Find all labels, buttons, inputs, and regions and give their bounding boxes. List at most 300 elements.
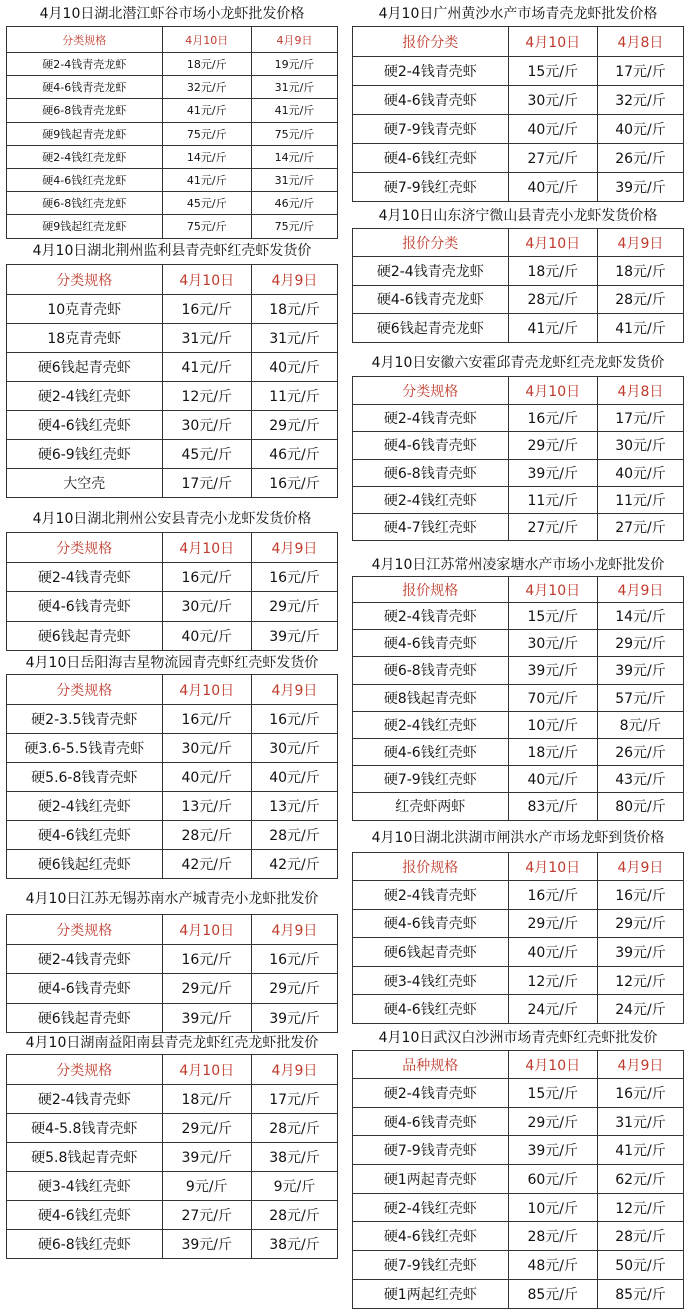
spec-cell: 10克青壳虾 — [7, 295, 163, 324]
price-cell: 41元/斤 — [508, 314, 597, 343]
price-cell: 14元/斤 — [597, 603, 683, 630]
table-row — [353, 1251, 684, 1280]
spec-cell: 硬3-4钱红壳虾 — [7, 1172, 163, 1201]
price-cell: 38元/斤 — [251, 1230, 337, 1259]
table-row — [353, 657, 684, 684]
table-title: 4月10日安徽六安霍邱青壳龙虾红壳龙虾发货价 — [371, 355, 665, 371]
table-row — [7, 945, 338, 974]
table-row — [353, 630, 684, 657]
price-cell: 30元/斤 — [597, 432, 683, 459]
table-title: 4月10日湖北荆州公安县青壳小龙虾发货价格 — [32, 511, 312, 527]
spec-cell: 硬2-4钱青壳虾 — [353, 603, 509, 630]
spec-cell: 硬6-8钱红壳龙虾 — [7, 192, 163, 215]
table-header-row — [353, 577, 684, 603]
column-header: 分类规格 — [7, 27, 163, 53]
table-header-row — [7, 533, 338, 563]
price-cell: 31元/斤 — [251, 324, 337, 353]
spec-cell: 硬4-6钱红壳虾 — [353, 1222, 509, 1251]
spec-cell: 硬4-6钱青壳虾 — [353, 630, 509, 657]
table-row — [7, 1085, 338, 1114]
price-cell: 75元/斤 — [162, 215, 251, 238]
table-row — [353, 514, 684, 541]
table-row — [7, 192, 338, 215]
price-cell: 18元/斤 — [597, 257, 683, 286]
price-cell: 26元/斤 — [597, 738, 683, 765]
table-title: 4月10日山东济宁微山县青壳小龙虾发货价格 — [378, 208, 658, 224]
price-cell: 40元/斤 — [251, 763, 337, 792]
price-cell: 30元/斤 — [162, 592, 251, 621]
table-row — [353, 603, 684, 630]
price-cell: 11元/斤 — [597, 486, 683, 513]
table-row — [7, 1172, 338, 1201]
price-cell: 29元/斤 — [162, 1114, 251, 1143]
table-row — [353, 1279, 684, 1308]
price-cell: 40元/斤 — [508, 115, 597, 144]
spec-cell: 硬6-8钱青壳虾 — [353, 459, 509, 486]
price-cell: 8元/斤 — [597, 711, 683, 738]
price-cell: 17元/斤 — [597, 57, 683, 86]
spec-cell: 硬4-6钱青壳虾 — [353, 86, 509, 115]
price-cell: 39元/斤 — [508, 1136, 597, 1165]
table-title: 4月10日湖北潜江虾谷市场小龙虾批发价格 — [39, 6, 305, 22]
price-cell: 29元/斤 — [597, 909, 683, 938]
spec-cell: 硬1两起青壳虾 — [353, 1165, 509, 1194]
column-header: 4月9日 — [597, 1051, 683, 1079]
price-table — [352, 228, 684, 343]
table-header-row — [7, 915, 338, 945]
spec-cell: 硬7-9钱青壳虾 — [353, 1136, 509, 1165]
column-header: 4月10日 — [162, 675, 251, 705]
price-cell: 9元/斤 — [162, 1172, 251, 1201]
table-row — [7, 592, 338, 621]
column-header: 4月9日 — [251, 915, 337, 945]
spec-cell: 硬4-6钱红壳虾 — [353, 738, 509, 765]
column-header: 4月10日 — [508, 377, 597, 405]
spec-cell: 硬6钱起青壳虾 — [7, 1003, 163, 1032]
column-header: 分类规格 — [7, 915, 163, 945]
table-row — [7, 440, 338, 469]
table-row — [7, 99, 338, 122]
price-cell: 29元/斤 — [251, 974, 337, 1003]
price-cell: 32元/斤 — [162, 76, 251, 99]
spec-cell: 硬6钱起青壳虾 — [353, 938, 509, 967]
price-table — [6, 532, 338, 651]
price-cell: 9元/斤 — [251, 1172, 337, 1201]
price-cell: 29元/斤 — [162, 974, 251, 1003]
spec-cell: 硬2-4钱红壳龙虾 — [7, 145, 163, 168]
price-cell: 16元/斤 — [508, 881, 597, 910]
price-cell: 17元/斤 — [597, 405, 683, 432]
spec-cell: 硬6-8钱青壳龙虾 — [7, 99, 163, 122]
table-row — [353, 766, 684, 793]
column-header: 报价规格 — [353, 853, 509, 881]
price-table — [6, 1054, 338, 1259]
spec-cell: 硬6钱起青壳虾 — [7, 353, 163, 382]
table-row — [7, 122, 338, 145]
table-row — [353, 1222, 684, 1251]
spec-cell: 硬6钱起红壳虾 — [7, 850, 163, 879]
table-row — [7, 76, 338, 99]
price-cell: 12元/斤 — [597, 1193, 683, 1222]
price-cell: 29元/斤 — [251, 411, 337, 440]
table-row — [353, 1107, 684, 1136]
price-cell: 29元/斤 — [508, 909, 597, 938]
column-header: 4月10日 — [162, 533, 251, 563]
price-cell: 16元/斤 — [597, 881, 683, 910]
price-cell: 31元/斤 — [251, 168, 337, 191]
price-cell: 75元/斤 — [162, 122, 251, 145]
spec-cell: 硬5.6-8钱青壳虾 — [7, 763, 163, 792]
price-cell: 40元/斤 — [508, 766, 597, 793]
table-row — [353, 966, 684, 995]
price-cell: 41元/斤 — [597, 1136, 683, 1165]
price-cell: 16元/斤 — [162, 295, 251, 324]
price-table — [6, 264, 338, 498]
price-cell: 24元/斤 — [597, 995, 683, 1024]
spec-cell: 硬6-9钱红壳虾 — [7, 440, 163, 469]
price-cell: 41元/斤 — [597, 314, 683, 343]
column-header: 4月9日 — [251, 675, 337, 705]
price-cell: 40元/斤 — [251, 353, 337, 382]
price-cell: 31元/斤 — [251, 76, 337, 99]
price-cell: 40元/斤 — [162, 621, 251, 650]
table-row — [7, 353, 338, 382]
price-cell: 30元/斤 — [508, 630, 597, 657]
table-row — [7, 734, 338, 763]
price-table — [6, 26, 338, 239]
price-cell: 39元/斤 — [162, 1143, 251, 1172]
price-cell: 29元/斤 — [508, 1107, 597, 1136]
column-header: 分类规格 — [7, 265, 163, 295]
price-cell: 27元/斤 — [597, 514, 683, 541]
spec-cell: 硬4-6钱青壳虾 — [353, 1107, 509, 1136]
table-row — [353, 173, 684, 202]
price-cell: 30元/斤 — [251, 734, 337, 763]
table-row — [353, 1165, 684, 1194]
price-cell: 16元/斤 — [251, 563, 337, 592]
spec-cell: 硬2-4钱青壳虾 — [353, 1079, 509, 1108]
spec-cell: 硬4-6钱红壳虾 — [353, 995, 509, 1024]
spec-cell: 硬4-6钱青壳虾 — [7, 974, 163, 1003]
price-cell: 80元/斤 — [597, 793, 683, 820]
price-cell: 48元/斤 — [508, 1251, 597, 1280]
price-cell: 14元/斤 — [162, 145, 251, 168]
table-row — [7, 621, 338, 650]
price-cell: 28元/斤 — [251, 821, 337, 850]
column-header: 报价分类 — [353, 27, 509, 57]
spec-cell: 硬4-6钱红壳虾 — [7, 1201, 163, 1230]
price-cell: 27元/斤 — [508, 514, 597, 541]
price-cell: 28元/斤 — [597, 1222, 683, 1251]
table-row — [7, 215, 338, 238]
table-row — [353, 257, 684, 286]
table-row — [353, 459, 684, 486]
price-cell: 43元/斤 — [597, 766, 683, 793]
price-cell: 18元/斤 — [251, 295, 337, 324]
price-cell: 30元/斤 — [162, 734, 251, 763]
spec-cell: 硬2-4钱青壳虾 — [353, 881, 509, 910]
spec-cell: 硬7-9钱红壳虾 — [353, 766, 509, 793]
price-cell: 11元/斤 — [251, 382, 337, 411]
spec-cell: 硬4-7钱红壳虾 — [353, 514, 509, 541]
price-cell: 38元/斤 — [251, 1143, 337, 1172]
price-cell: 39元/斤 — [162, 1230, 251, 1259]
price-cell: 31元/斤 — [162, 324, 251, 353]
table-row — [353, 405, 684, 432]
price-cell: 57元/斤 — [597, 684, 683, 711]
price-cell: 45元/斤 — [162, 192, 251, 215]
column-header: 4月9日 — [597, 229, 683, 257]
column-header: 4月9日 — [251, 1055, 337, 1085]
spec-cell: 硬2-4钱青壳龙虾 — [7, 53, 163, 76]
price-cell: 29元/斤 — [251, 592, 337, 621]
spec-cell: 硬3-4钱红壳虾 — [353, 966, 509, 995]
price-cell: 16元/斤 — [508, 405, 597, 432]
table-row — [353, 57, 684, 86]
table-row — [7, 974, 338, 1003]
table-header-row — [353, 1051, 684, 1079]
spec-cell: 硬2-4钱青壳虾 — [7, 1085, 163, 1114]
price-cell: 30元/斤 — [162, 411, 251, 440]
column-header: 分类规格 — [353, 377, 509, 405]
table-header-row — [353, 27, 684, 57]
column-header: 4月8日 — [597, 377, 683, 405]
price-cell: 27元/斤 — [508, 144, 597, 173]
table-row — [353, 1136, 684, 1165]
price-table — [6, 674, 338, 879]
price-cell: 16元/斤 — [162, 563, 251, 592]
table-row — [7, 295, 338, 324]
table-row — [353, 909, 684, 938]
price-cell: 17元/斤 — [251, 1085, 337, 1114]
column-header: 4月8日 — [597, 27, 683, 57]
table-header-row — [353, 229, 684, 257]
table-row — [7, 53, 338, 76]
price-cell: 15元/斤 — [508, 57, 597, 86]
table-title: 4月10日湖北荆州监利县青壳虾红壳虾发货价 — [32, 243, 312, 259]
spec-cell: 硬1两起红壳虾 — [353, 1279, 509, 1308]
column-header: 4月9日 — [251, 533, 337, 563]
table-title: 4月10日江苏无锡苏南水产城青壳小龙虾批发价 — [25, 891, 319, 907]
table-row — [353, 314, 684, 343]
table-row — [7, 1114, 338, 1143]
price-cell: 39元/斤 — [597, 657, 683, 684]
price-cell: 41元/斤 — [162, 353, 251, 382]
table-row — [7, 1003, 338, 1032]
spec-cell: 硬2-4钱红壳虾 — [353, 486, 509, 513]
table-row — [353, 738, 684, 765]
price-cell: 17元/斤 — [162, 469, 251, 498]
spec-cell: 硬6-8钱红壳虾 — [7, 1230, 163, 1259]
table-row — [7, 850, 338, 879]
table-row — [353, 938, 684, 967]
spec-cell: 硬6-8钱青壳虾 — [353, 657, 509, 684]
spec-cell: 硬9钱起青壳龙虾 — [7, 122, 163, 145]
price-cell: 41元/斤 — [251, 99, 337, 122]
price-cell: 16元/斤 — [162, 945, 251, 974]
price-cell: 39元/斤 — [162, 1003, 251, 1032]
price-cell: 39元/斤 — [251, 621, 337, 650]
price-cell: 14元/斤 — [251, 145, 337, 168]
column-header: 报价规格 — [353, 577, 509, 603]
spec-cell: 硬4-6钱红壳虾 — [353, 144, 509, 173]
table-title: 4月10日湖北洪湖市闸洪水产市场龙虾到货价格 — [371, 830, 665, 846]
spec-cell: 硬5.8钱起青壳虾 — [7, 1143, 163, 1172]
table-row — [353, 285, 684, 314]
price-table — [352, 576, 684, 821]
spec-cell: 硬7-9钱青壳虾 — [353, 115, 509, 144]
price-cell: 12元/斤 — [597, 966, 683, 995]
price-cell: 42元/斤 — [162, 850, 251, 879]
price-cell: 16元/斤 — [162, 705, 251, 734]
price-cell: 32元/斤 — [597, 86, 683, 115]
spec-cell: 硬2-4钱青壳龙虾 — [353, 257, 509, 286]
price-cell: 60元/斤 — [508, 1165, 597, 1194]
price-cell: 12元/斤 — [162, 382, 251, 411]
price-cell: 18元/斤 — [508, 738, 597, 765]
spec-cell: 硬4-6钱青壳虾 — [7, 592, 163, 621]
price-cell: 83元/斤 — [508, 793, 597, 820]
spec-cell: 硬8钱起青壳虾 — [353, 684, 509, 711]
price-cell: 13元/斤 — [162, 792, 251, 821]
price-cell: 62元/斤 — [597, 1165, 683, 1194]
table-row — [353, 711, 684, 738]
spec-cell: 硬2-4钱红壳虾 — [353, 1193, 509, 1222]
price-cell: 10元/斤 — [508, 1193, 597, 1222]
spec-cell: 硬6钱起青壳龙虾 — [353, 314, 509, 343]
price-cell: 75元/斤 — [251, 215, 337, 238]
column-header: 4月10日 — [508, 577, 597, 603]
table-row — [353, 881, 684, 910]
spec-cell: 红壳虾两虾 — [353, 793, 509, 820]
price-cell: 19元/斤 — [251, 53, 337, 76]
table-row — [353, 486, 684, 513]
table-title: 4月10日江苏常州凌家塘水产市场小龙虾批发价 — [371, 557, 665, 573]
spec-cell: 硬4-6钱青壳虾 — [353, 909, 509, 938]
table-row — [7, 705, 338, 734]
price-cell: 46元/斤 — [251, 440, 337, 469]
column-header: 4月10日 — [162, 265, 251, 295]
spec-cell: 硬4-6钱红壳虾 — [7, 411, 163, 440]
table-row — [353, 115, 684, 144]
price-cell: 50元/斤 — [597, 1251, 683, 1280]
price-cell: 41元/斤 — [162, 99, 251, 122]
spec-cell: 大空壳 — [7, 469, 163, 498]
price-cell: 16元/斤 — [251, 705, 337, 734]
table-row — [353, 995, 684, 1024]
price-cell: 28元/斤 — [251, 1114, 337, 1143]
price-cell: 27元/斤 — [162, 1201, 251, 1230]
price-cell: 40元/斤 — [597, 115, 683, 144]
table-row — [7, 1201, 338, 1230]
spec-cell: 硬7-9钱红壳虾 — [353, 1251, 509, 1280]
spec-cell: 硬4-6钱红壳龙虾 — [7, 168, 163, 191]
price-cell: 24元/斤 — [508, 995, 597, 1024]
price-cell: 10元/斤 — [508, 711, 597, 738]
price-cell: 16元/斤 — [251, 945, 337, 974]
price-cell: 39元/斤 — [597, 173, 683, 202]
price-cell: 40元/斤 — [162, 763, 251, 792]
table-row — [353, 684, 684, 711]
table-row — [7, 411, 338, 440]
price-cell: 18元/斤 — [162, 53, 251, 76]
price-cell: 28元/斤 — [162, 821, 251, 850]
spec-cell: 硬2-4钱青壳虾 — [353, 57, 509, 86]
price-cell: 70元/斤 — [508, 684, 597, 711]
table-row — [7, 821, 338, 850]
column-header: 报价分类 — [353, 229, 509, 257]
column-header: 4月9日 — [251, 27, 337, 53]
table-title: 4月10日岳阳海吉星物流园青壳虾红壳虾发货价 — [25, 655, 319, 671]
spec-cell: 硬4-6钱红壳虾 — [7, 821, 163, 850]
table-header-row — [353, 853, 684, 881]
price-cell: 85元/斤 — [597, 1279, 683, 1308]
table-row — [7, 324, 338, 353]
price-cell: 39元/斤 — [508, 657, 597, 684]
table-header-row — [353, 377, 684, 405]
column-header: 4月10日 — [162, 27, 251, 53]
price-cell: 29元/斤 — [597, 630, 683, 657]
column-header: 4月10日 — [162, 915, 251, 945]
column-header: 4月10日 — [508, 1051, 597, 1079]
column-header: 4月10日 — [162, 1055, 251, 1085]
price-cell: 18元/斤 — [508, 257, 597, 286]
column-header: 分类规格 — [7, 533, 163, 563]
spec-cell: 18克青壳虾 — [7, 324, 163, 353]
table-row — [353, 86, 684, 115]
spec-cell: 硬4-5.8钱青壳虾 — [7, 1114, 163, 1143]
price-cell: 40元/斤 — [597, 459, 683, 486]
price-cell: 18元/斤 — [162, 1085, 251, 1114]
price-cell: 39元/斤 — [597, 938, 683, 967]
spec-cell: 硬2-4钱红壳虾 — [353, 711, 509, 738]
price-cell: 41元/斤 — [162, 168, 251, 191]
price-table — [352, 376, 684, 541]
price-cell: 40元/斤 — [508, 938, 597, 967]
price-table — [6, 914, 338, 1033]
spec-cell: 硬3.6-5.5钱青壳虾 — [7, 734, 163, 763]
price-cell: 75元/斤 — [251, 122, 337, 145]
table-header-row — [7, 1055, 338, 1085]
price-cell: 16元/斤 — [251, 469, 337, 498]
column-header: 4月9日 — [597, 577, 683, 603]
spec-cell: 硬7-9钱红壳虾 — [353, 173, 509, 202]
table-row — [353, 144, 684, 173]
price-cell: 28元/斤 — [597, 285, 683, 314]
price-cell: 28元/斤 — [251, 1201, 337, 1230]
column-header: 4月9日 — [251, 265, 337, 295]
table-header-row — [7, 675, 338, 705]
column-header: 4月9日 — [597, 853, 683, 881]
spec-cell: 硬6钱起青壳虾 — [7, 621, 163, 650]
price-cell: 15元/斤 — [508, 603, 597, 630]
table-row — [7, 1143, 338, 1172]
table-row — [7, 168, 338, 191]
price-cell: 42元/斤 — [251, 850, 337, 879]
table-row — [7, 1230, 338, 1259]
price-cell: 13元/斤 — [251, 792, 337, 821]
column-header: 分类规格 — [7, 1055, 163, 1085]
spec-cell: 硬9钱起红壳龙虾 — [7, 215, 163, 238]
table-row — [7, 382, 338, 411]
table-row — [353, 1193, 684, 1222]
table-row — [7, 145, 338, 168]
table-row — [7, 563, 338, 592]
spec-cell: 硬2-4钱青壳虾 — [7, 563, 163, 592]
price-cell: 30元/斤 — [508, 86, 597, 115]
spec-cell: 硬2-4钱青壳虾 — [7, 945, 163, 974]
spec-cell: 硬2-4钱红壳虾 — [7, 382, 163, 411]
